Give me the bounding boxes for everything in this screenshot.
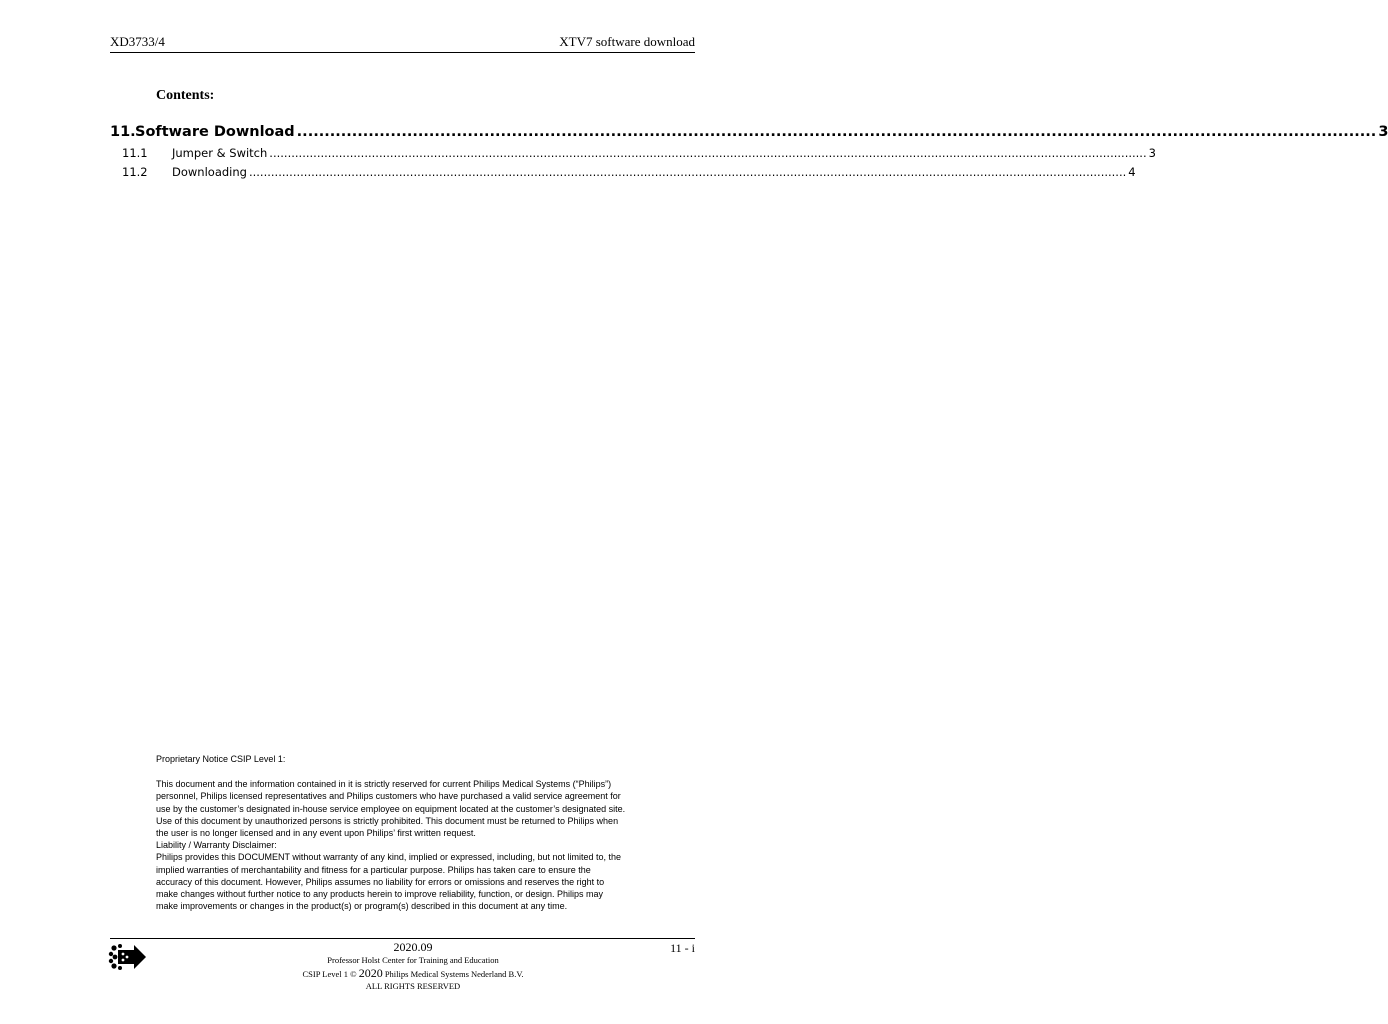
footer-center xyxy=(250,940,576,993)
toc-entry-title: Downloading xyxy=(172,165,247,179)
footer-page-number: 11 - i xyxy=(670,941,695,955)
toc-entry-title: Jumper & Switch xyxy=(172,146,268,160)
footer-copyright xyxy=(250,967,576,981)
toc-dot-leader: .................................................................................................................................................................................................... xyxy=(296,124,1377,140)
toc-dot-leader: ................................................................................................................................................................................................................................................ xyxy=(269,146,1147,160)
header-rule xyxy=(110,52,695,53)
toc-entry-title: Software Download xyxy=(135,124,295,140)
header-document-title: XTV7 software download xyxy=(559,34,695,49)
notice-line: Use of this document by unauthorized persons is strictly prohibited. This document must be returned to Philips when xyxy=(156,815,619,826)
footer-rule xyxy=(110,938,695,939)
footer-date: 2020.09 xyxy=(393,940,433,954)
notice-line: the user is no longer licensed and in any event upon Philips’ first written request. xyxy=(156,828,476,839)
toc-dot-leader: ................................................................................................................................................................................................................................................ xyxy=(248,165,1127,179)
notice-line: Philips provides this DOCUMENT without warranty of any kind, implied or expressed, including, but not limited to, the xyxy=(156,852,622,863)
copyright-prefix: CSIP Level 1 © xyxy=(302,968,359,979)
notice-line: accuracy of this document. However, Philips assumes no liability for errors or omissions and reserves the right to xyxy=(156,876,605,887)
training-center-logo-icon xyxy=(108,942,148,972)
notice-heading: Proprietary Notice CSIP Level 1: xyxy=(156,754,286,764)
toc-entry-page: 4 xyxy=(1128,165,1136,179)
footer-rights: ALL RIGHTS RESERVED xyxy=(365,981,461,991)
toc-entry-jumper-switch[interactable] xyxy=(110,146,1156,160)
toc-entry-downloading[interactable] xyxy=(110,165,1136,179)
toc-entry-page: 3 xyxy=(1148,146,1156,160)
notice-line: personnel, Philips licensed representatives and Philips customers who have purchased a valid service agreement for xyxy=(156,791,621,802)
notice-line: make changes without further notice to any products herein to improve reliability, function, or design. Philips may xyxy=(156,889,604,900)
toc-entry-number: 11.2 xyxy=(122,165,148,179)
notice-line: implied warranties of merchantability and fitness for a particular purpose. Philips has taken care to ensure the xyxy=(156,864,591,875)
footer-organization: Professor Holst Center for Training and Education xyxy=(327,955,499,965)
toc-entry-software-download[interactable] xyxy=(110,124,1388,140)
copyright-year: 2020 xyxy=(358,965,383,980)
proprietary-notice xyxy=(156,753,696,912)
toc-entry-number: 11.1 xyxy=(122,146,148,160)
notice-line: make improvements or changes in the product(s) or program(s) described in this document at any time. xyxy=(156,901,568,912)
toc-entry-page: 3 xyxy=(1378,124,1388,140)
notice-line: This document and the information contained in it is strictly reserved for current Philips Medical Systems (“Philips”) xyxy=(156,779,612,790)
disclaimer-heading: Liability / Warranty Disclaimer: xyxy=(156,840,277,851)
contents-heading: Contents: xyxy=(156,88,215,103)
copyright-company: Philips Medical Systems Nederland B.V. xyxy=(382,968,524,979)
notice-line: use by the customer’s designated in-house service employee on equipment located at the customer’s designated site. xyxy=(156,803,626,814)
toc-entry-number: 11. xyxy=(110,124,136,140)
header-document-id: XD3733/4 xyxy=(110,34,165,49)
